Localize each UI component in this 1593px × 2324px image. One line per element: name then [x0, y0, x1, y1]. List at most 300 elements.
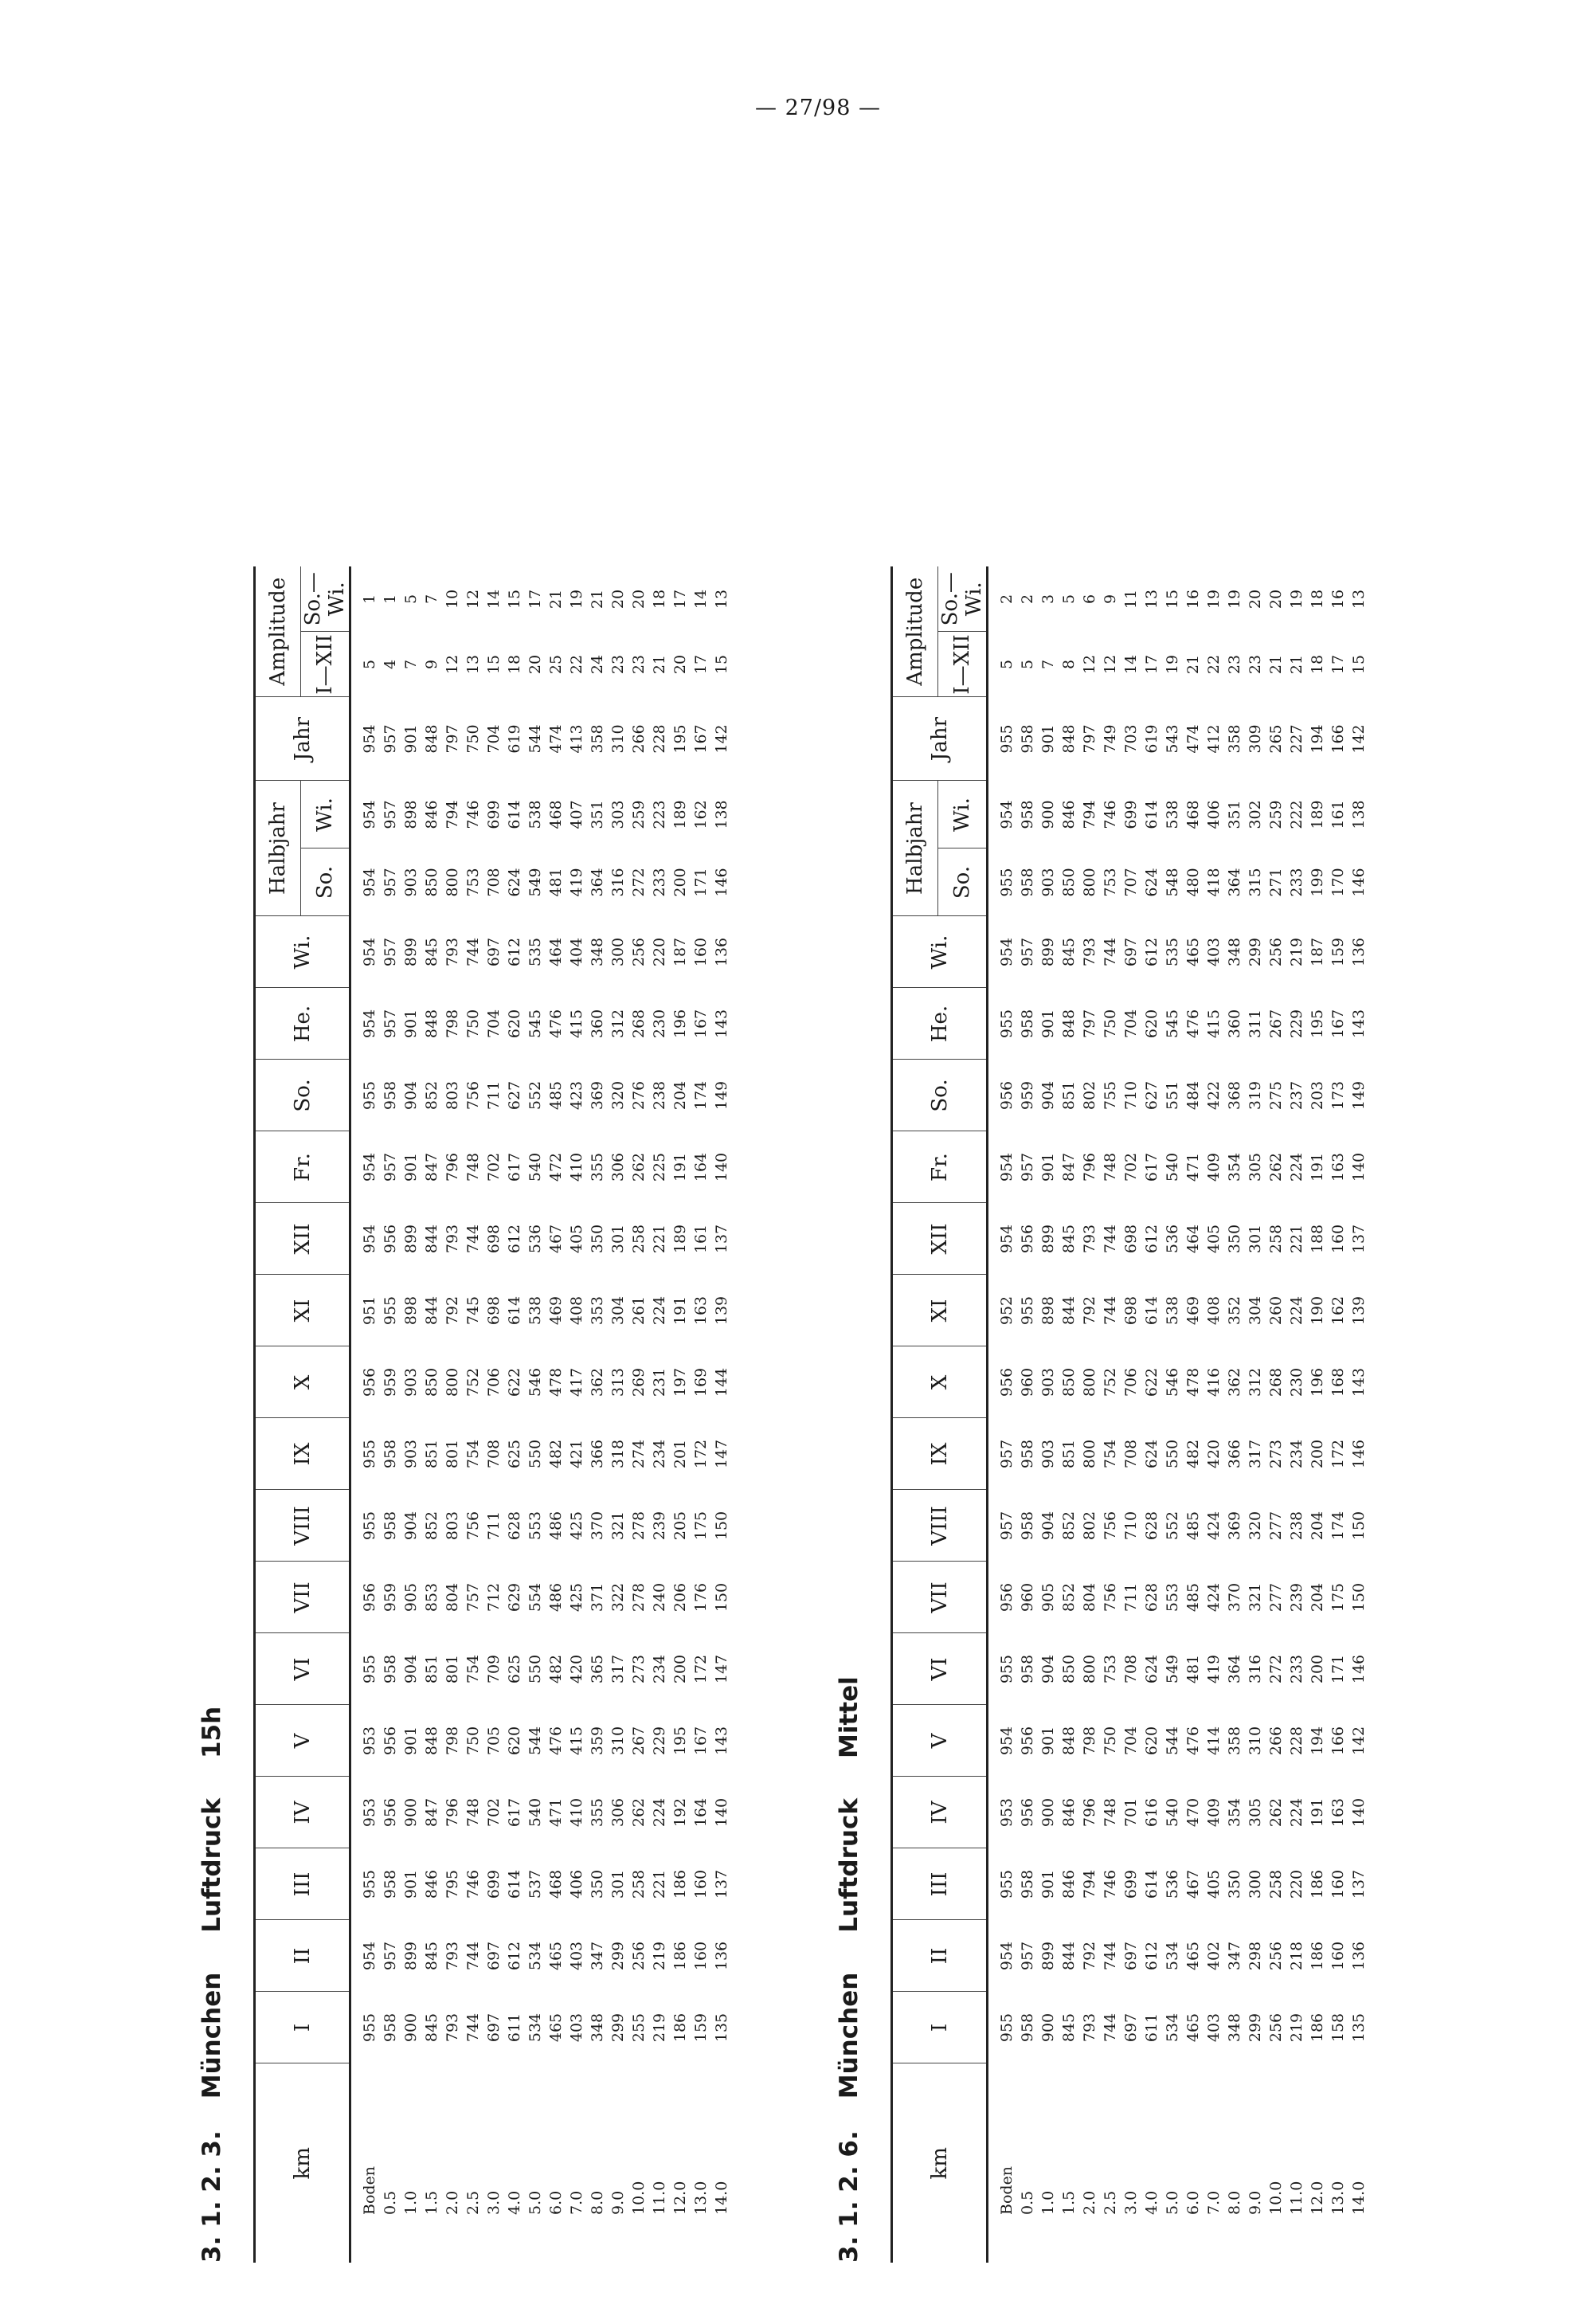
row-altitude-cell: 0.5	[1019, 2190, 1036, 2215]
pressure-value-cell: 358	[1226, 724, 1243, 754]
pressure-value-cell: 167	[692, 1009, 710, 1039]
pressure-value-cell: 744	[464, 937, 482, 967]
pressure-value-cell: 310	[609, 1726, 627, 1756]
pressure-value-cell: 4	[382, 659, 399, 670]
pressure-value-cell: 905	[402, 1582, 420, 1613]
pressure-value-cell: 146	[1350, 1439, 1368, 1469]
pressure-value-cell: 299	[1247, 937, 1264, 967]
pressure-value-cell: 622	[506, 1367, 523, 1397]
pressure-value-cell: 850	[423, 1367, 440, 1397]
pressure-value-cell: 753	[1102, 868, 1119, 897]
column-header-amplitude-sub: I—XII	[301, 632, 350, 697]
pressure-value-cell: 365	[589, 1654, 606, 1684]
pressure-value-cell: 407	[568, 800, 585, 829]
pressure-value-cell: 701	[1122, 1797, 1140, 1828]
pressure-value-cell: 368	[1226, 1080, 1243, 1111]
pressure-value-cell: 360	[589, 1009, 606, 1039]
pressure-value-cell: 191	[1309, 1152, 1326, 1182]
pressure-value-cell: 219	[1288, 937, 1305, 967]
pressure-value-cell: 544	[1164, 1726, 1181, 1756]
pressure-value-cell: 792	[1081, 1941, 1098, 1971]
pressure-value-cell: 953	[998, 1797, 1016, 1828]
row-altitude-cell: 1.0	[402, 2190, 420, 2215]
pressure-value-cell: 708	[1122, 1654, 1140, 1684]
pressure-value-cell: 2	[1019, 594, 1036, 605]
pressure-value-cell: 224	[651, 1797, 668, 1828]
pressure-value-cell: 900	[1039, 2012, 1057, 2043]
pressure-value-cell: 5	[1060, 594, 1078, 605]
pressure-value-cell: 301	[1247, 1224, 1264, 1254]
pressure-value-cell: 186	[1309, 1869, 1326, 1899]
pressure-value-cell: 196	[671, 1009, 689, 1039]
pressure-value-cell: 172	[1329, 1439, 1347, 1469]
pressure-value-cell: 191	[671, 1295, 689, 1326]
pressure-value-cell: 476	[547, 1726, 565, 1756]
pressure-value-cell: 905	[1039, 1582, 1057, 1613]
pressure-value-cell: 161	[1329, 800, 1347, 829]
pressure-value-cell: 481	[547, 868, 565, 897]
pressure-value-cell: 206	[671, 1582, 689, 1613]
pressure-value-cell: 538	[1164, 800, 1181, 829]
pressure-value-cell: 229	[651, 1726, 668, 1756]
pressure-value-cell: 465	[1184, 2012, 1202, 2043]
pressure-value-cell: 464	[547, 937, 565, 967]
pressure-value-cell: 548	[1164, 868, 1181, 897]
pressure-value-cell: 481	[1184, 1654, 1202, 1684]
pressure-value-cell: 801	[444, 1654, 461, 1684]
pressure-value-cell: 756	[1102, 1511, 1119, 1541]
pressure-value-cell: 957	[382, 937, 399, 967]
pressure-value-cell: 173	[1329, 1080, 1347, 1111]
pressure-value-cell: 135	[713, 2012, 730, 2043]
pressure-value-cell: 317	[1247, 1439, 1264, 1469]
pressure-value-cell: 898	[402, 800, 420, 829]
pressure-value-cell: 850	[1060, 1367, 1078, 1397]
pressure-value-cell: 137	[713, 1869, 730, 1899]
pressure-value-cell: 614	[1143, 1295, 1161, 1326]
pressure-value-cell: 954	[998, 937, 1016, 967]
pressure-value-cell: 534	[1164, 2012, 1181, 2043]
pressure-value-cell: 629	[506, 1582, 523, 1613]
pressure-value-cell: 221	[651, 1869, 668, 1899]
pressure-value-cell: 474	[1184, 724, 1202, 754]
pressure-value-cell: 755	[1102, 1080, 1119, 1111]
pressure-value-cell: 370	[589, 1511, 606, 1541]
table-row	[401, 566, 421, 2263]
pressure-value-cell: 203	[1309, 1080, 1326, 1111]
pressure-value-cell: 140	[713, 1797, 730, 1828]
pressure-value-cell: 5	[361, 659, 378, 670]
pressure-value-cell: 348	[589, 2012, 606, 2043]
pressure-value-cell: 697	[485, 2012, 503, 2043]
pressure-value-cell: 416	[1205, 1367, 1223, 1397]
pressure-value-cell: 959	[1019, 1080, 1036, 1111]
pressure-value-cell: 535	[526, 937, 544, 967]
pressure-value-cell: 238	[651, 1080, 668, 1111]
pressure-value-cell: 465	[1184, 1941, 1202, 1971]
pressure-value-cell: 955	[361, 1869, 378, 1899]
table-block-mittel	[835, 223, 1408, 2263]
pressure-value-cell: 955	[998, 724, 1016, 754]
pressure-value-cell: 904	[402, 1654, 420, 1684]
page-number: — 27/98 —	[755, 96, 881, 120]
pressure-value-cell: 11	[1122, 589, 1140, 609]
pressure-value-cell: 956	[998, 1080, 1016, 1111]
row-altitude-cell: 7.0	[568, 2190, 585, 2215]
pressure-value-cell: 544	[526, 724, 544, 754]
pressure-value-cell: 901	[402, 1726, 420, 1756]
pressure-value-cell: 625	[506, 1439, 523, 1469]
pressure-value-cell: 468	[1184, 800, 1202, 829]
pressure-value-cell: 798	[444, 1726, 461, 1756]
pressure-value-cell: 21	[1184, 654, 1202, 675]
pressure-value-cell: 957	[1019, 937, 1036, 967]
pressure-value-cell: 262	[630, 1152, 648, 1182]
pressure-value-cell: 474	[547, 724, 565, 754]
pressure-value-cell: 955	[361, 1511, 378, 1541]
pressure-value-cell: 21	[547, 589, 565, 609]
pressure-value-cell: 704	[1122, 1726, 1140, 1756]
pressure-value-cell: 355	[589, 1797, 606, 1828]
pressure-value-cell: 467	[547, 1224, 565, 1254]
pressure-value-cell: 953	[361, 1726, 378, 1756]
pressure-value-cell: 150	[1350, 1511, 1368, 1541]
pressure-value-cell: 848	[423, 724, 440, 754]
pressure-value-cell: 239	[1288, 1582, 1305, 1613]
pressure-value-cell: 846	[1060, 800, 1078, 829]
pressure-value-cell: 425	[568, 1511, 585, 1541]
pressure-value-cell: 410	[568, 1797, 585, 1828]
pressure-value-cell: 954	[998, 1726, 1016, 1756]
pressure-value-cell: 793	[1081, 1224, 1098, 1254]
pressure-value-cell: 160	[1329, 1224, 1347, 1254]
column-header-month: V	[892, 1705, 988, 1777]
pressure-value-cell: 299	[1247, 2012, 1264, 2043]
pressure-value-cell: 260	[1267, 1295, 1285, 1326]
pressure-value-cell: 899	[1039, 1224, 1057, 1254]
pressure-value-cell: 797	[444, 724, 461, 754]
pressure-value-cell: 424	[1205, 1511, 1223, 1541]
pressure-value-cell: 534	[526, 1941, 544, 1971]
pressure-value-cell: 13	[464, 654, 482, 675]
row-altitude-cell: 2.5	[1102, 2190, 1119, 2215]
pressure-value-cell: 195	[671, 724, 689, 754]
pressure-value-cell: 13	[1143, 589, 1161, 609]
pressure-table	[890, 566, 1369, 2263]
pressure-value-cell: 797	[1081, 1009, 1098, 1039]
table-suffix: 15h	[198, 1706, 226, 1759]
pressure-value-cell: 476	[1184, 1009, 1202, 1039]
pressure-value-cell: 195	[671, 1726, 689, 1756]
table-row	[1038, 566, 1059, 2263]
pressure-value-cell: 17	[1329, 654, 1347, 675]
pressure-value-cell: 624	[1143, 1439, 1161, 1469]
pressure-value-cell: 904	[1039, 1511, 1057, 1541]
pressure-value-cell: 261	[630, 1295, 648, 1326]
pressure-value-cell: 278	[630, 1582, 648, 1613]
column-header-month: V	[255, 1705, 350, 1777]
pressure-value-cell: 485	[1184, 1511, 1202, 1541]
pressure-value-cell: 23	[1247, 654, 1264, 675]
pressure-value-cell: 197	[671, 1367, 689, 1397]
pressure-value-cell: 955	[382, 1295, 399, 1326]
pressure-value-cell: 955	[998, 2012, 1016, 2043]
pressure-value-cell: 258	[630, 1869, 648, 1899]
pressure-value-cell: 798	[1081, 1726, 1098, 1756]
pressure-value-cell: 482	[547, 1439, 565, 1469]
pressure-value-cell: 12	[464, 589, 482, 609]
pressure-value-cell: 423	[568, 1080, 585, 1111]
pressure-value-cell: 259	[630, 800, 648, 829]
pressure-value-cell: 233	[1288, 1654, 1305, 1684]
pressure-value-cell: 803	[444, 1511, 461, 1541]
pressure-value-cell: 711	[1122, 1582, 1140, 1613]
pressure-value-cell: 221	[651, 1224, 668, 1254]
pressure-value-cell: 300	[1247, 1869, 1264, 1899]
pressure-value-cell: 15	[506, 589, 523, 609]
pressure-value-cell: 162	[692, 800, 710, 829]
pressure-value-cell: 901	[1039, 724, 1057, 754]
pressure-value-cell: 793	[444, 937, 461, 967]
pressure-value-cell: 752	[464, 1367, 482, 1397]
pressure-value-cell: 22	[568, 654, 585, 675]
pressure-value-cell: 551	[1164, 1080, 1181, 1111]
pressure-value-cell: 276	[630, 1080, 648, 1111]
pressure-value-cell: 750	[464, 1009, 482, 1039]
pressure-value-cell: 744	[464, 1224, 482, 1254]
pressure-value-cell: 750	[1102, 1009, 1119, 1039]
pressure-value-cell: 698	[1122, 1224, 1140, 1254]
pressure-value-cell: 419	[568, 868, 585, 897]
pressure-value-cell: 549	[526, 868, 544, 897]
pressure-value-cell: 904	[402, 1080, 420, 1111]
pressure-value-cell: 546	[526, 1367, 544, 1397]
pressure-value-cell: 711	[485, 1511, 503, 1541]
row-altitude-cell: Boden	[998, 2165, 1016, 2215]
pressure-value-cell: 476	[1184, 1726, 1202, 1756]
pressure-value-cell: 699	[485, 800, 503, 829]
pressure-value-cell: 955	[998, 1869, 1016, 1899]
column-header-month: IV	[892, 1777, 988, 1848]
pressure-value-cell: 844	[1060, 1941, 1078, 1971]
pressure-value-cell: 901	[402, 1152, 420, 1182]
pressure-value-cell: 903	[402, 1439, 420, 1469]
pressure-value-cell: 708	[1122, 1439, 1140, 1469]
pressure-value-cell: 146	[1350, 1654, 1368, 1684]
pressure-value-cell: 200	[671, 1654, 689, 1684]
pressure-value-cell: 191	[671, 1152, 689, 1182]
column-header-season: Wi.	[255, 916, 350, 988]
table-row	[628, 566, 649, 2263]
pressure-value-cell: 628	[1143, 1582, 1161, 1613]
table-suffix: Mittel	[835, 1676, 863, 1759]
pressure-value-cell: 19	[1205, 589, 1223, 609]
pressure-value-cell: 256	[630, 1941, 648, 1971]
pressure-value-cell: 704	[485, 724, 503, 754]
pressure-value-cell: 412	[1205, 724, 1223, 754]
column-header-halbjahr: Halbjahr	[892, 781, 938, 916]
pressure-value-cell: 137	[1350, 1869, 1368, 1899]
table-row	[1204, 566, 1224, 2263]
column-header-season: He.	[892, 988, 988, 1060]
row-altitude-cell: 1.5	[1060, 2190, 1078, 2215]
pressure-value-cell: 273	[1267, 1439, 1285, 1469]
pressure-value-cell: 322	[609, 1582, 627, 1613]
pressure-value-cell: 415	[1205, 1009, 1223, 1039]
pressure-value-cell: 256	[1267, 1941, 1285, 1971]
pressure-value-cell: 166	[1329, 724, 1347, 754]
pressure-value-cell: 200	[671, 868, 689, 897]
pressure-value-cell: 800	[444, 868, 461, 897]
pressure-value-cell: 228	[1288, 1726, 1305, 1756]
pressure-value-cell: 796	[444, 1797, 461, 1828]
pressure-value-cell: 347	[1226, 1941, 1243, 1971]
pressure-value-cell: 2	[998, 594, 1016, 605]
pressure-value-cell: 958	[1019, 2012, 1036, 2043]
pressure-value-cell: 136	[713, 937, 730, 967]
pressure-value-cell: 312	[1247, 1367, 1264, 1397]
pressure-value-cell: 549	[1164, 1654, 1181, 1684]
pressure-value-cell: 136	[1350, 937, 1368, 967]
pressure-value-cell: 954	[361, 937, 378, 967]
pressure-value-cell: 350	[1226, 1224, 1243, 1254]
place-name: München	[198, 1972, 226, 2099]
row-altitude-cell: 13.0	[1329, 2181, 1347, 2215]
pressure-value-cell: 409	[1205, 1797, 1223, 1828]
column-header-month: IX	[255, 1418, 350, 1490]
pressure-value-cell: 900	[402, 2012, 420, 2043]
pressure-value-cell: 17	[671, 589, 689, 609]
pressure-value-cell: 194	[1309, 1726, 1326, 1756]
pressure-value-cell: 143	[1350, 1367, 1368, 1397]
pressure-value-cell: 480	[1184, 868, 1202, 897]
pressure-value-cell: 144	[713, 1367, 730, 1397]
pressure-value-cell: 612	[506, 1941, 523, 1971]
pressure-value-cell: 364	[1226, 1654, 1243, 1684]
pressure-value-cell: 419	[1205, 1654, 1223, 1684]
pressure-value-cell: 351	[1226, 800, 1243, 829]
pressure-value-cell: 753	[1102, 1654, 1119, 1684]
pressure-value-cell: 794	[444, 800, 461, 829]
pressure-value-cell: 540	[526, 1152, 544, 1182]
pressure-value-cell: 748	[464, 1152, 482, 1182]
column-header-season: So.	[892, 1060, 988, 1131]
pressure-value-cell: 955	[361, 1080, 378, 1111]
pressure-value-cell: 749	[1102, 724, 1119, 754]
pressure-value-cell: 544	[526, 1726, 544, 1756]
pressure-value-cell: 258	[1267, 1224, 1285, 1254]
pressure-value-cell: 534	[1164, 1941, 1181, 1971]
pressure-value-cell: 186	[671, 1941, 689, 1971]
pressure-value-cell: 958	[1019, 1009, 1036, 1039]
pressure-value-cell: 750	[464, 724, 482, 754]
pressure-value-cell: 160	[1329, 1941, 1347, 1971]
table-block-15h	[198, 223, 771, 2263]
pressure-value-cell: 317	[609, 1654, 627, 1684]
pressure-value-cell: 7	[402, 659, 420, 670]
pressure-value-cell: 143	[713, 1726, 730, 1756]
pressure-value-cell: 259	[1267, 800, 1285, 829]
pressure-value-cell: 612	[1143, 1224, 1161, 1254]
pressure-value-cell: 845	[423, 1941, 440, 1971]
pressure-value-cell: 958	[1019, 868, 1036, 897]
row-altitude-cell: 6.0	[547, 2190, 565, 2215]
pressure-value-cell: 800	[1081, 1439, 1098, 1469]
pressure-value-cell: 853	[423, 1582, 440, 1613]
pressure-value-cell: 258	[630, 1224, 648, 1254]
pressure-value-cell: 403	[1205, 2012, 1223, 2043]
pressure-value-cell: 5	[402, 594, 420, 605]
pressure-value-cell: 847	[423, 1152, 440, 1182]
pressure-value-cell: 846	[1060, 1797, 1078, 1828]
row-altitude-cell: 6.0	[1184, 2190, 1202, 2215]
row-altitude-cell: 10.0	[630, 2181, 648, 2215]
pressure-value-cell: 624	[1143, 1654, 1161, 1684]
pressure-value-cell: 162	[1329, 1295, 1347, 1326]
column-header-month: VIII	[255, 1490, 350, 1562]
pressure-value-cell: 798	[444, 1009, 461, 1039]
pressure-value-cell: 138	[713, 800, 730, 829]
column-header-month: III	[892, 1848, 988, 1920]
pressure-value-cell: 536	[526, 1224, 544, 1254]
pressure-value-cell: 9	[423, 659, 440, 670]
column-header-month: IV	[255, 1777, 350, 1848]
pressure-value-cell: 420	[1205, 1439, 1223, 1469]
pressure-value-cell: 954	[998, 1224, 1016, 1254]
pressure-value-cell: 614	[506, 800, 523, 829]
row-altitude-cell: 7.0	[1205, 2190, 1223, 2215]
table-row	[380, 566, 401, 2263]
pressure-value-cell: 484	[1184, 1080, 1202, 1111]
pressure-value-cell: 960	[1019, 1367, 1036, 1397]
column-header-month: XII	[255, 1203, 350, 1275]
pressure-value-cell: 957	[998, 1511, 1016, 1541]
row-altitude-cell: 11.0	[651, 2181, 668, 2215]
pressure-value-cell: 757	[464, 1582, 482, 1613]
pressure-value-cell: 142	[1350, 1726, 1368, 1756]
pressure-value-cell: 752	[1102, 1367, 1119, 1397]
pressure-value-cell: 846	[1060, 1869, 1078, 1899]
pressure-value-cell: 957	[998, 1439, 1016, 1469]
row-altitude-cell: 4.0	[1143, 2190, 1161, 2215]
pressure-value-cell: 712	[485, 1582, 503, 1613]
pressure-value-cell: 135	[1350, 2012, 1368, 2043]
pressure-value-cell: 362	[589, 1367, 606, 1397]
pressure-value-cell: 364	[589, 868, 606, 897]
pressure-value-cell: 268	[630, 1009, 648, 1039]
pressure-value-cell: 960	[1019, 1582, 1036, 1613]
pressure-value-cell: 793	[444, 2012, 461, 2043]
pressure-value-cell: 218	[1288, 1941, 1305, 1971]
pressure-value-cell: 954	[361, 1152, 378, 1182]
pressure-value-cell: 851	[423, 1654, 440, 1684]
pressure-value-cell: 958	[1019, 800, 1036, 829]
pressure-value-cell: 18	[651, 589, 668, 609]
pressure-value-cell: 620	[1143, 1726, 1161, 1756]
pressure-value-cell: 796	[444, 1152, 461, 1182]
column-header-month: XI	[892, 1275, 988, 1346]
pressure-value-cell: 956	[382, 1726, 399, 1756]
table-row	[670, 566, 691, 2263]
pressure-value-cell: 18	[506, 654, 523, 675]
row-altitude-cell: 3.0	[1122, 2190, 1140, 2215]
pressure-value-cell: 255	[630, 2012, 648, 2043]
pressure-value-cell: 552	[1164, 1511, 1181, 1541]
pressure-value-cell: 614	[1143, 800, 1161, 829]
pressure-value-cell: 227	[1288, 724, 1305, 754]
pressure-value-cell: 348	[1226, 2012, 1243, 2043]
pressure-value-cell: 171	[692, 868, 710, 897]
